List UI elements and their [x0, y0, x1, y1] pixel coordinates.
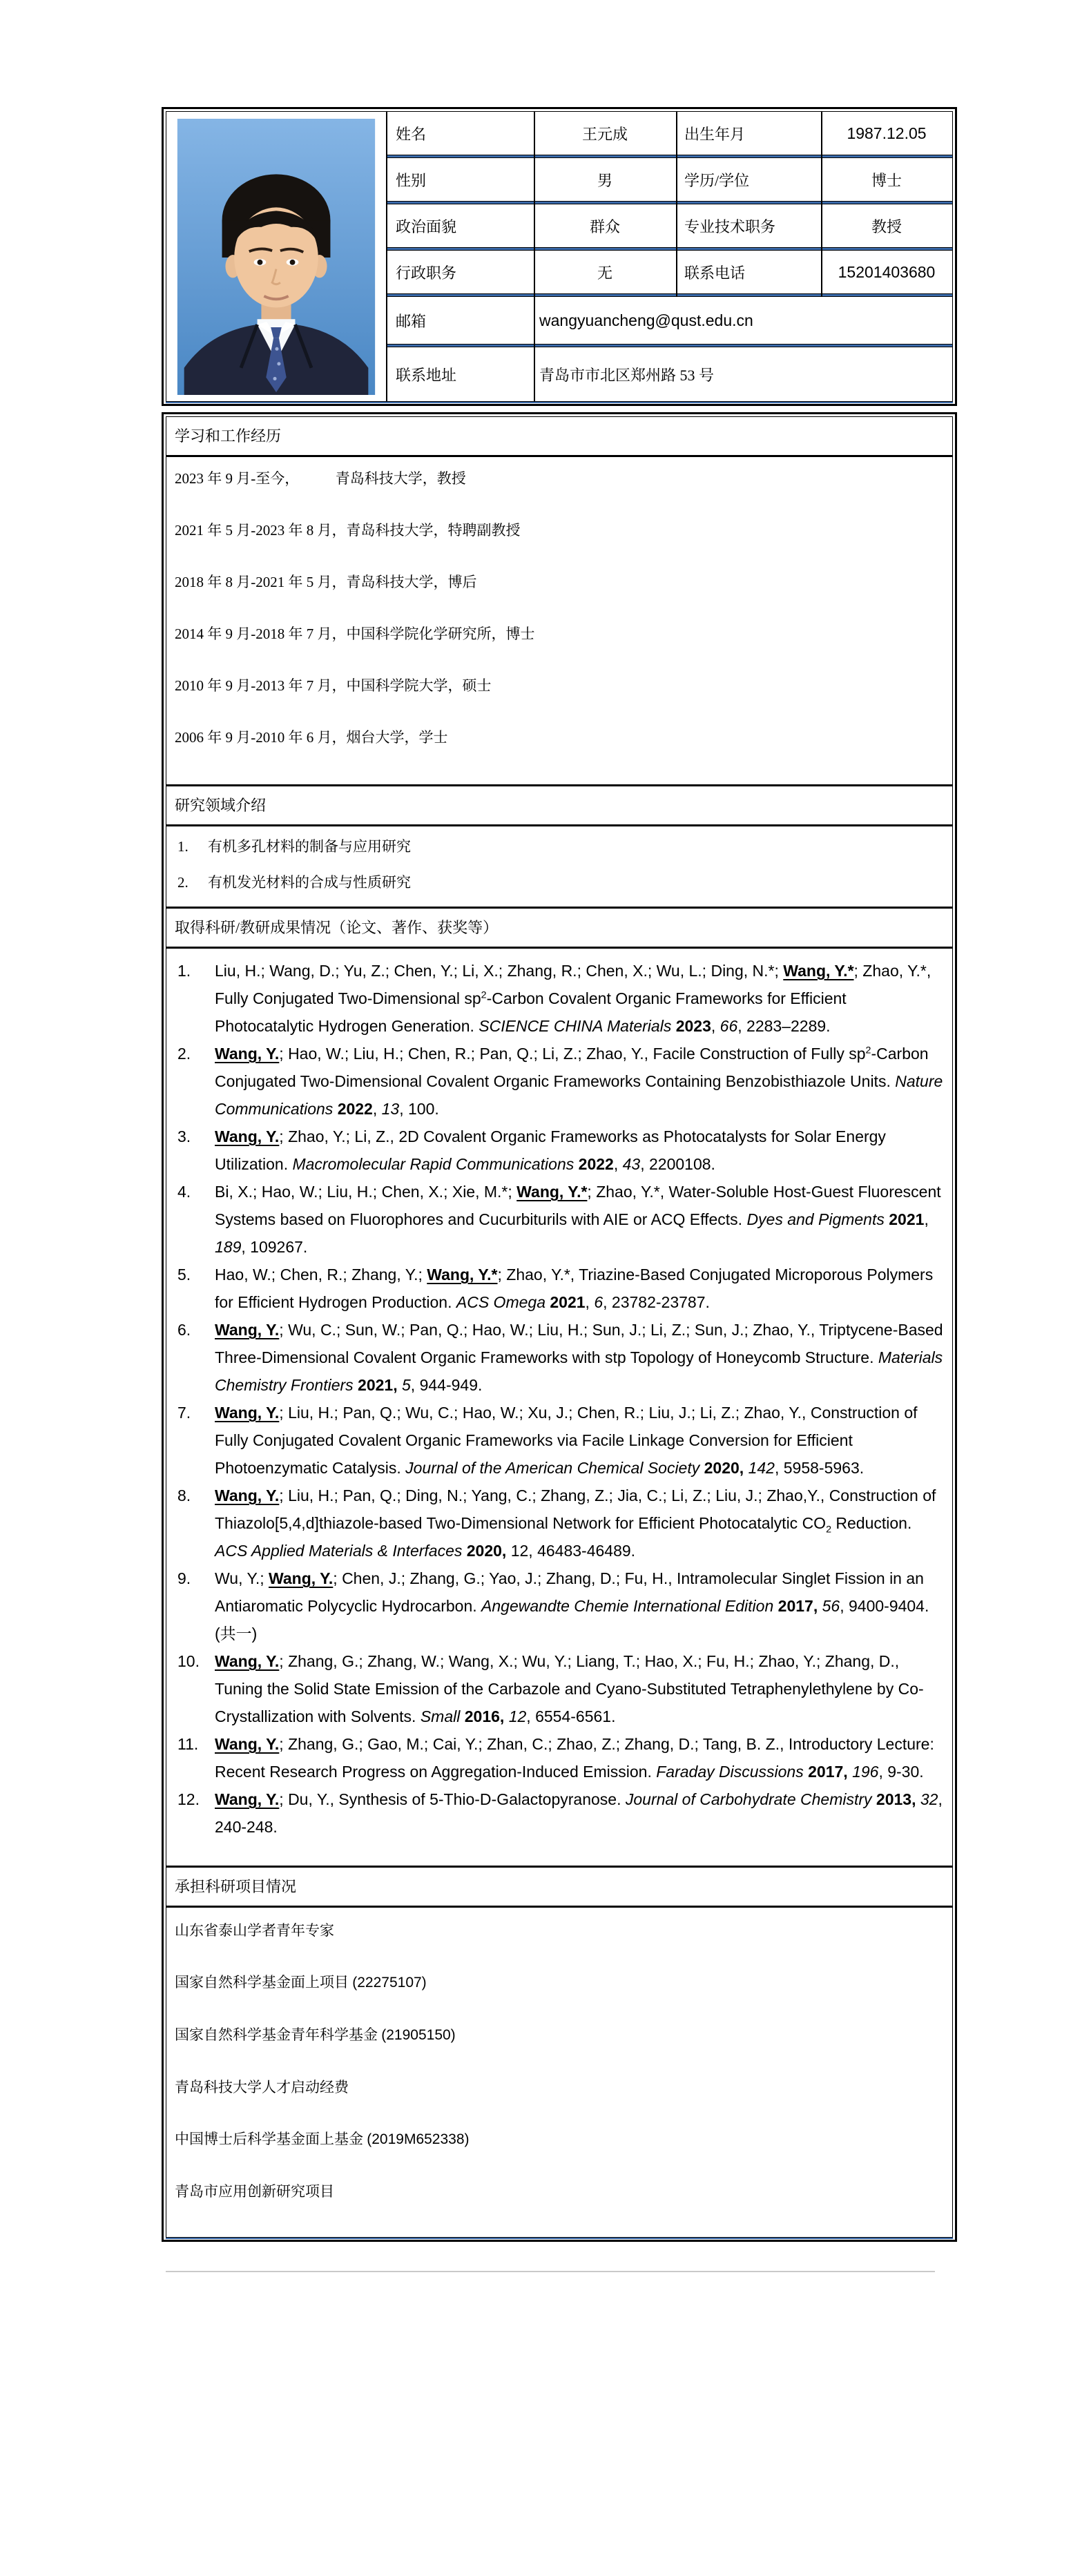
publication-text: Wang, Y.; Zhao, Y.; Li, Z., 2D Covalent Organic Frameworks as Photocatalysts for Solar Energy Utilization. Macromolecular Rapid Communications 2022, 43, 2200108. [215, 1127, 886, 1173]
project-text: 国家自然科学基金青年科学基金 [175, 2026, 382, 2043]
publication-number: 5. [177, 1266, 191, 1284]
research-area-number: 2. [177, 874, 189, 891]
publication-text: Wu, Y.; Wang, Y.; Chen, J.; Zhang, G.; Yao, J.; Zhang, D.; Fu, H., Intramolecular Singlet Fission in an Antiaromatic Polycyclic Hydrocarbon. Angewandte Chemie International Edition 2017, 56, 9400-9404.(共一) [215, 1569, 929, 1643]
project-item [175, 1972, 944, 1993]
publication-number: 4. [177, 1183, 191, 1201]
table-divider [534, 112, 535, 401]
table-divider [386, 112, 387, 401]
project-text: 国家自然科学基金面上项目 [175, 1974, 353, 1991]
publication-text: Liu, H.; Wang, D.; Yu, Z.; Chen, Y.; Li, X.; Zhang, R.; Chen, X.; Wu, L.; Ding, N.*; Wang, Y.*; Zhao, Y.*, Fully Conjugated Two-Dimensional $sp^2$-Carbon Covalent Organic Frameworks for Efficient Photocatalytic Hydrogen Generation. SCIENCE CHINA Materials 2023, 66, 2283–2289. [215, 962, 931, 1035]
publication-item [175, 1730, 944, 1785]
cv-sections-table [162, 412, 957, 2242]
publication-item [175, 1261, 944, 1316]
field-label-birthdate: 出生年月 [684, 125, 746, 143]
publication-item [175, 1399, 944, 1482]
publication-number: 3. [177, 1127, 191, 1145]
section-content-experience [166, 457, 952, 786]
project-grant-number: (22275107) [352, 1975, 427, 1991]
publication-item [175, 957, 944, 1040]
info-row-political [387, 204, 952, 247]
research-area-number: 1. [177, 838, 189, 855]
field-label-degree: 学历/学位 [684, 171, 750, 189]
field-label-address: 联系地址 [396, 366, 457, 384]
project-item [175, 1920, 944, 1941]
field-value-address: 青岛市市北区郑州路 53 号 [539, 366, 715, 384]
publication-text: Wang, Y.; Du, Y., Synthesis of 5-Thio-D-Galactopyranose. Journal of Carbohydrate Chemistry 2013, 32, 240-248. [215, 1790, 943, 1836]
field-label-title: 专业技术职务 [684, 217, 776, 235]
field-label-admin-post: 行政职务 [396, 264, 457, 282]
field-label-gender: 性别 [396, 171, 427, 189]
publication-text: Wang, Y.; Liu, H.; Pan, Q.; Wu, C.; Hao, W.; Xu, J.; Chen, R.; Liu, J.; Li, Z.; Zhao, Y., Construction of Fully Conjugated Covalent Organic Frameworks via Facile Linkage Conversion for Efficient Photoenzymatic Catalysis. Journal of the American Chemical Society 2020, 142, 5958-5963. [215, 1404, 918, 1477]
research-area-item [175, 836, 944, 857]
project-item [175, 2077, 944, 2098]
publication-number: 8. [177, 1486, 191, 1504]
section-content-projects [166, 1908, 952, 2237]
section-content-publications [166, 949, 952, 1868]
field-value-email: wangyuancheng@qust.edu.cn [539, 311, 753, 329]
publication-item [175, 1785, 944, 1841]
field-value-phone: 15201403680 [838, 262, 936, 281]
publication-text: Wang, Y.; Hao, W.; Liu, H.; Chen, R.; Pan, Q.; Li, Z.; Zhao, Y., Facile Construction of Fully $sp^2$-Carbon Conjugated Two-Dimensional Covalent Organic Frameworks Containing Benzobisthiazole Units. Nature Communications 2022, 13, 100. [215, 1045, 943, 1118]
field-label-email: 邮箱 [396, 312, 427, 330]
section-header-achievements: 取得科研/教研成果情况（论文、著作、获奖等） [166, 909, 952, 949]
publication-item [175, 1040, 944, 1123]
publication-text: Wang, Y.; Zhang, G.; Zhang, W.; Wang, X.; Wu, Y.; Liang, T.; Hao, X.; Fu, H.; Zhao, Y.; Zhang, D., Tuning the Solid State Emission of the Carbazole and Cyano-Substituted Tetraphenylethylene by Co-Crystallization with Solvents. Small 2016, 12, 6554-6561. [215, 1652, 924, 1725]
publication-item [175, 1647, 944, 1730]
publication-text: Wang, Y.; Liu, H.; Pan, Q.; Ding, N.; Yang, C.; Zhang, Z.; Jia, C.; Li, Z.; Liu, J.; Zhao,Y., Construction of Thiazolo[5,4,d]thiazole-based Two-Dimensional Network for Efficient Photocatalytic $CO_2$ Reduction. ACS Applied Materials & Interfaces 2020, 12, 46483-46489. [215, 1486, 936, 1560]
experience-item: 2018 年 8 月-2021 年 5 月，青岛科技大学，博后 [175, 574, 477, 590]
experience-item: 2006 年 9 月-2010 年 6 月，烟台大学，学士 [175, 729, 448, 746]
research-area-item [175, 872, 944, 893]
publication-number: 2. [177, 1045, 191, 1063]
publication-item [175, 1482, 944, 1565]
field-label-phone: 联系电话 [684, 264, 746, 282]
project-grant-number: (21905150) [381, 2027, 456, 2043]
publication-item [175, 1123, 944, 1178]
project-text: 青岛市应用创新研究项目 [175, 2183, 334, 2200]
portrait-photo-cell [166, 112, 386, 401]
info-row-email [387, 297, 952, 344]
section-header-projects: 承担科研项目情况 [166, 1868, 952, 1908]
publication-number: 9. [177, 1569, 191, 1587]
publication-number: 7. [177, 1404, 191, 1422]
publication-number: 12. [177, 1790, 200, 1808]
publication-text: Wang, Y.; Wu, C.; Sun, W.; Pan, Q.; Hao, W.; Liu, H.; Sun, J.; Li, Z.; Sun, J.; Zhao, Y., Triptycene-Based Three-Dimensional Covalent Organic Frameworks with stp Topology of Honeycomb Structure. Materials Chemistry Frontiers 2021, 5, 944-949. [215, 1321, 943, 1394]
table-divider [676, 112, 677, 297]
experience-item: 2010 年 9 月-2013 年 7 月，中国科学院大学，硕士 [175, 677, 492, 694]
info-row-admin [387, 251, 952, 293]
publication-number: 6. [177, 1321, 191, 1339]
project-grant-number: (2019M652338) [367, 2131, 470, 2147]
field-value-birthdate: 1987.12.05 [847, 124, 927, 142]
field-label-name: 姓名 [396, 125, 427, 143]
field-value-admin-post: 无 [597, 264, 612, 282]
personal-info-table [162, 107, 957, 406]
field-value-degree: 博士 [871, 171, 902, 189]
project-item [175, 2181, 944, 2202]
info-row-address [387, 347, 952, 401]
field-value-political-status: 群众 [589, 217, 620, 235]
project-text: 中国博士后科学基金面上基金 [175, 2131, 367, 2147]
publication-text: Hao, W.; Chen, R.; Zhang, Y.; Wang, Y.*; Zhao, Y.*, Triazine-Based Conjugated Microporous Polymers for Efficient Hydrogen Production. ACS Omega 2021, 6, 23782-23787. [215, 1266, 934, 1311]
field-value-name: 王元成 [581, 125, 628, 143]
publication-number: 10. [177, 1652, 200, 1670]
project-text: 山东省泰山学者青年专家 [175, 1922, 334, 1939]
experience-item: 2021 年 5 月-2023 年 8 月，青岛科技大学，特聘副教授 [175, 522, 521, 539]
publication-item [175, 1316, 944, 1399]
publication-number: 11. [177, 1735, 199, 1753]
research-area-text: 有机多孔材料的制备与应用研究 [208, 838, 411, 855]
experience-item: 2014 年 9 月-2018 年 7 月，中国科学院化学研究所，博士 [175, 626, 535, 642]
project-item [175, 2024, 944, 2046]
experience-item: 2023 年 9 月-至今， 青岛科技大学，教授 [175, 470, 466, 487]
publication-item [175, 1565, 944, 1647]
field-label-political-status: 政治面貌 [396, 217, 457, 235]
project-item [175, 2129, 944, 2150]
project-text: 青岛科技大学人才启动经费 [175, 2079, 349, 2095]
field-value-gender: 男 [597, 171, 612, 189]
publication-text: Bi, X.; Hao, W.; Liu, H.; Chen, X.; Xie, M.*; Wang, Y.*; Zhao, Y.*, Water-Soluble Host-Guest Fluorescent Systems based on Fluorophores and Cucurbiturils with AIE or ACQ Effects. Dyes and Pigments 2021, 189, 109267. [215, 1183, 941, 1256]
publication-text: Wang, Y.; Zhang, G.; Gao, M.; Cai, Y.; Zhan, C.; Zhao, Z.; Zhang, D.; Tang, B. Z., Introductory Lecture: Recent Research Progress on Aggregation-Induced Emission. Faraday Discussions 2017, 196, 9-30. [215, 1735, 934, 1781]
page-footer-separator [166, 2271, 935, 2272]
publication-item [175, 1178, 944, 1261]
info-row-gender [387, 158, 952, 201]
research-area-text: 有机发光材料的合成与性质研究 [208, 874, 411, 891]
cv-document [162, 107, 957, 2272]
section-content-research [166, 826, 952, 909]
section-header-experience: 学习和工作经历 [166, 417, 952, 457]
field-value-title: 教授 [871, 217, 902, 235]
section-header-research: 研究领域介绍 [166, 786, 952, 826]
table-divider [821, 112, 822, 297]
portrait-photo [175, 119, 377, 395]
info-row-name [387, 112, 952, 155]
publication-number: 1. [177, 962, 191, 980]
